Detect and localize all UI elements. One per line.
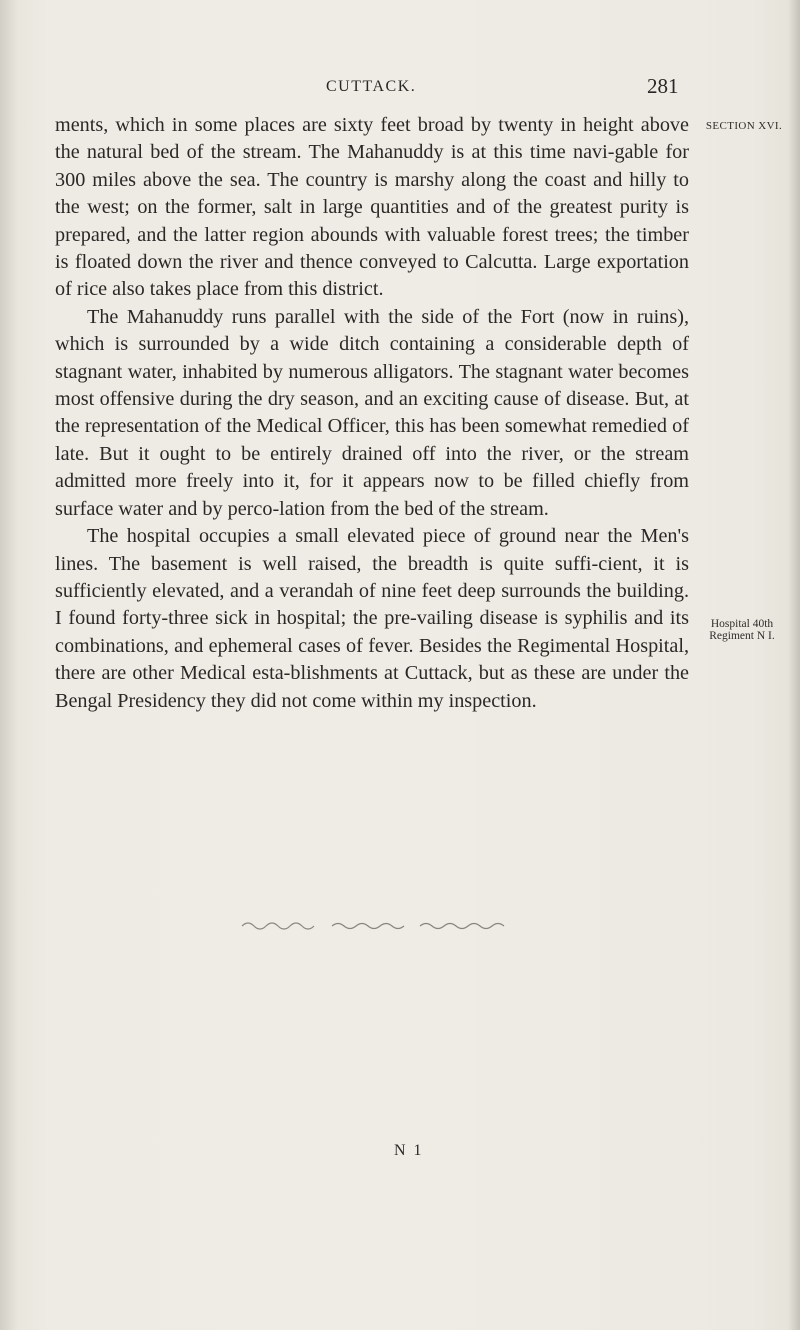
margin-note-hospital (692, 618, 792, 642)
page-edge-shadow (788, 0, 800, 1330)
page-gutter-shadow (0, 0, 18, 1330)
body-text (55, 112, 689, 715)
paragraph-1: ments, which in some places are sixty feet broad by twenty in height above the natural bed of the stream. The Mahanuddy is at this time navi-gable for 300 miles above the sea. The country is marshy along the coast and hilly to the west; on the former, salt in large quantities and of the greatest purity is prepared, and the latter region abounds with valuable forest trees; the timber is floated down the river and thence conveyed to Calcutta. Large exportation of rice also takes place from this district. (55, 114, 689, 301)
running-title: CUTTACK. (326, 78, 417, 95)
signature-mark: N 1 (394, 1142, 424, 1159)
running-header (0, 74, 800, 104)
margin-note-hospital-line1: Hospital 40th (710, 618, 774, 630)
page-number: 281 (647, 74, 679, 98)
paragraph-3: The hospital occupies a small elevated piece of ground near the Men's lines. The basement is well raised, the breadth is quite suffi-cient, it is sufficiently elevated, and a verandah of nine feet deep surrounds the building. I found forty-three sick in hospital; the pre-vailing disease is syphilis and its combinations, and ephemeral cases of fever. Besides the Regimental Hospital, there are other Medical esta-blishments at Cuttack, but as these are under the Bengal Presidency they did not come within my inspection. (55, 525, 689, 712)
margin-note-hospital-line2: Regiment N I. (709, 630, 775, 642)
margin-note-section: SECTION XVI. (705, 120, 783, 132)
paragraph-2: The Mahanuddy runs parallel with the side of the Fort (now in ruins), which is surrounded by a wide ditch containing a considerable depth of stagnant water, inhabited by numerous alligators. The stagnant water becomes most offensive during the dry season, and an exciting cause of disease. But, at the representation of the Medical Officer, this has been somewhat remedied of late. But it ought to be entirely drained off into the river, or the stream admitted more freely into it, for it appears now to be filled chiefly from surface water and by perco-lation from the bed of the stream. (55, 305, 689, 520)
ornamental-rule (240, 918, 540, 932)
